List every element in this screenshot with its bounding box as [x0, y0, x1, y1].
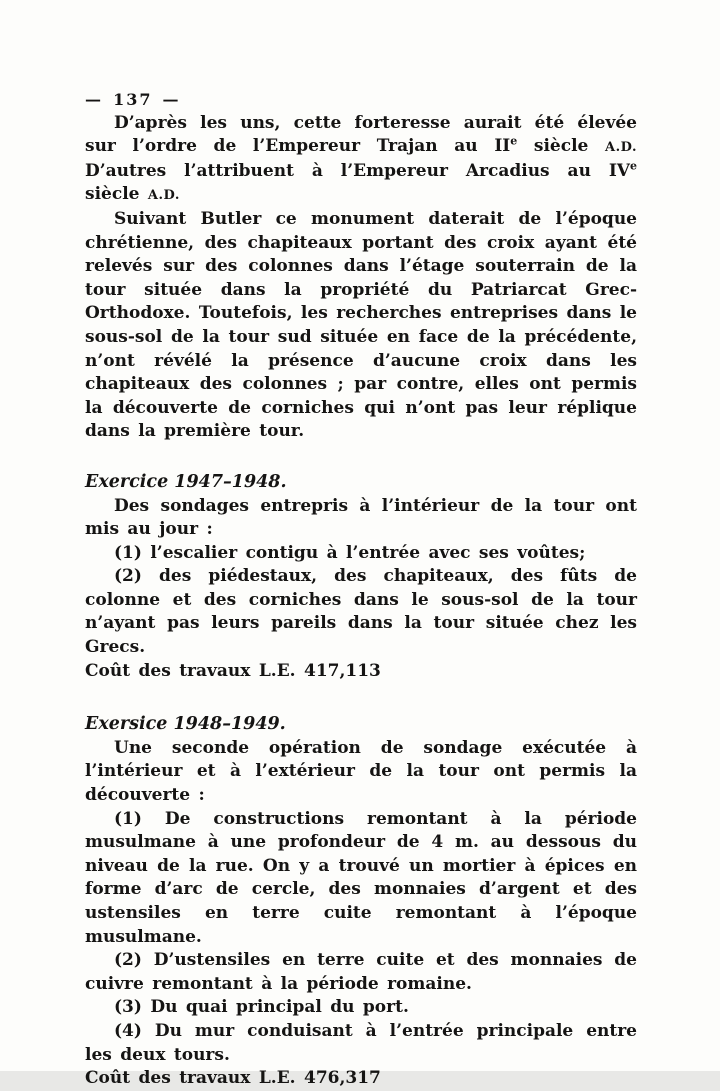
- section1-list-item-1: (1) l’escalier contigu à l’entrée avec ses voûtes;: [114, 542, 586, 563]
- section1-list-item-2: (2) des piédestaux, des chapiteaux, des fûts de colonne et des corniches dans le sous-sol de la tour n’ayant pas leurs pareils dans la tour située chez les Grecs.: [85, 566, 637, 658]
- ordinal-superscript: e: [510, 134, 518, 148]
- section2-cost-line: Coût des travaux L.E. 476,317: [85, 1068, 381, 1089]
- section2-list-item-3: (3) Du quai principal du port.: [114, 997, 409, 1018]
- section-heading-1948-1949: Exersice 1948–1949.: [85, 714, 286, 735]
- ordinal-superscript: e: [630, 159, 637, 173]
- section2-intro: Une seconde opération de sondage exécutée à l’intérieur et à l’extérieur de la tour ont permis la découverte :: [85, 737, 637, 806]
- text-run: siècle: [85, 184, 148, 205]
- section2-list-item-1: (1) De constructions remontant à la période musulmane à une profondeur de 4 m. au dessous du niveau de la rue. On y a trouvé un mortier à épices en forme d’arc de cercle, des monnaies d’argent et des ustensiles en terre cuite remontant à l’époque musulmane.: [85, 808, 637, 947]
- section2-list-item-4: (4) Du mur conduisant à l’entrée principale entre les deux tours.: [85, 1020, 637, 1065]
- text-run: D’autres l’attribuent à l’Empereur Arcadius au IV: [85, 160, 630, 181]
- text-run: D’après les uns, cette forteresse aurait été élevée sur l’ordre de l’Empereur Trajan au II: [85, 112, 637, 157]
- section2-list-item-2: (2) D’ustensiles en terre cuite et des monnaies de cuivre remontant à la période romaine.: [85, 950, 637, 994]
- section1-intro: Des sondages entrepris à l’intérieur de la tour ont mis au jour :: [85, 495, 637, 540]
- text-run: siècle: [517, 136, 606, 157]
- section1-cost-line: Coût des travaux L.E. 417,113: [85, 660, 381, 681]
- paragraph-fortress-origin: [85, 112, 637, 208]
- smallcaps-ad: A.D.: [605, 140, 637, 156]
- page-number: — 137 —: [85, 90, 181, 109]
- section-heading-1947-1948: Exercice 1947–1948.: [85, 471, 287, 492]
- paragraph-butler: Suivant Butler ce monument daterait de l’époque chrétienne, des chapiteaux portant des croix ayant été relevés sur des colonnes dans l’étage souterrain de la tour située dans la propriété du Patriarcat Grec-Orthodoxe. Toutefois, les recherches entreprises dans le sous-sol de la tour sud située en face de la précédente, n’ont révélé la présence d’aucune croix dans les chapiteaux des colonnes ; par contre, elles ont permis la découverte de corniches qui n’ont pas leur réplique dans la première tour.: [85, 208, 637, 442]
- smallcaps-ad: A.D.: [147, 188, 180, 204]
